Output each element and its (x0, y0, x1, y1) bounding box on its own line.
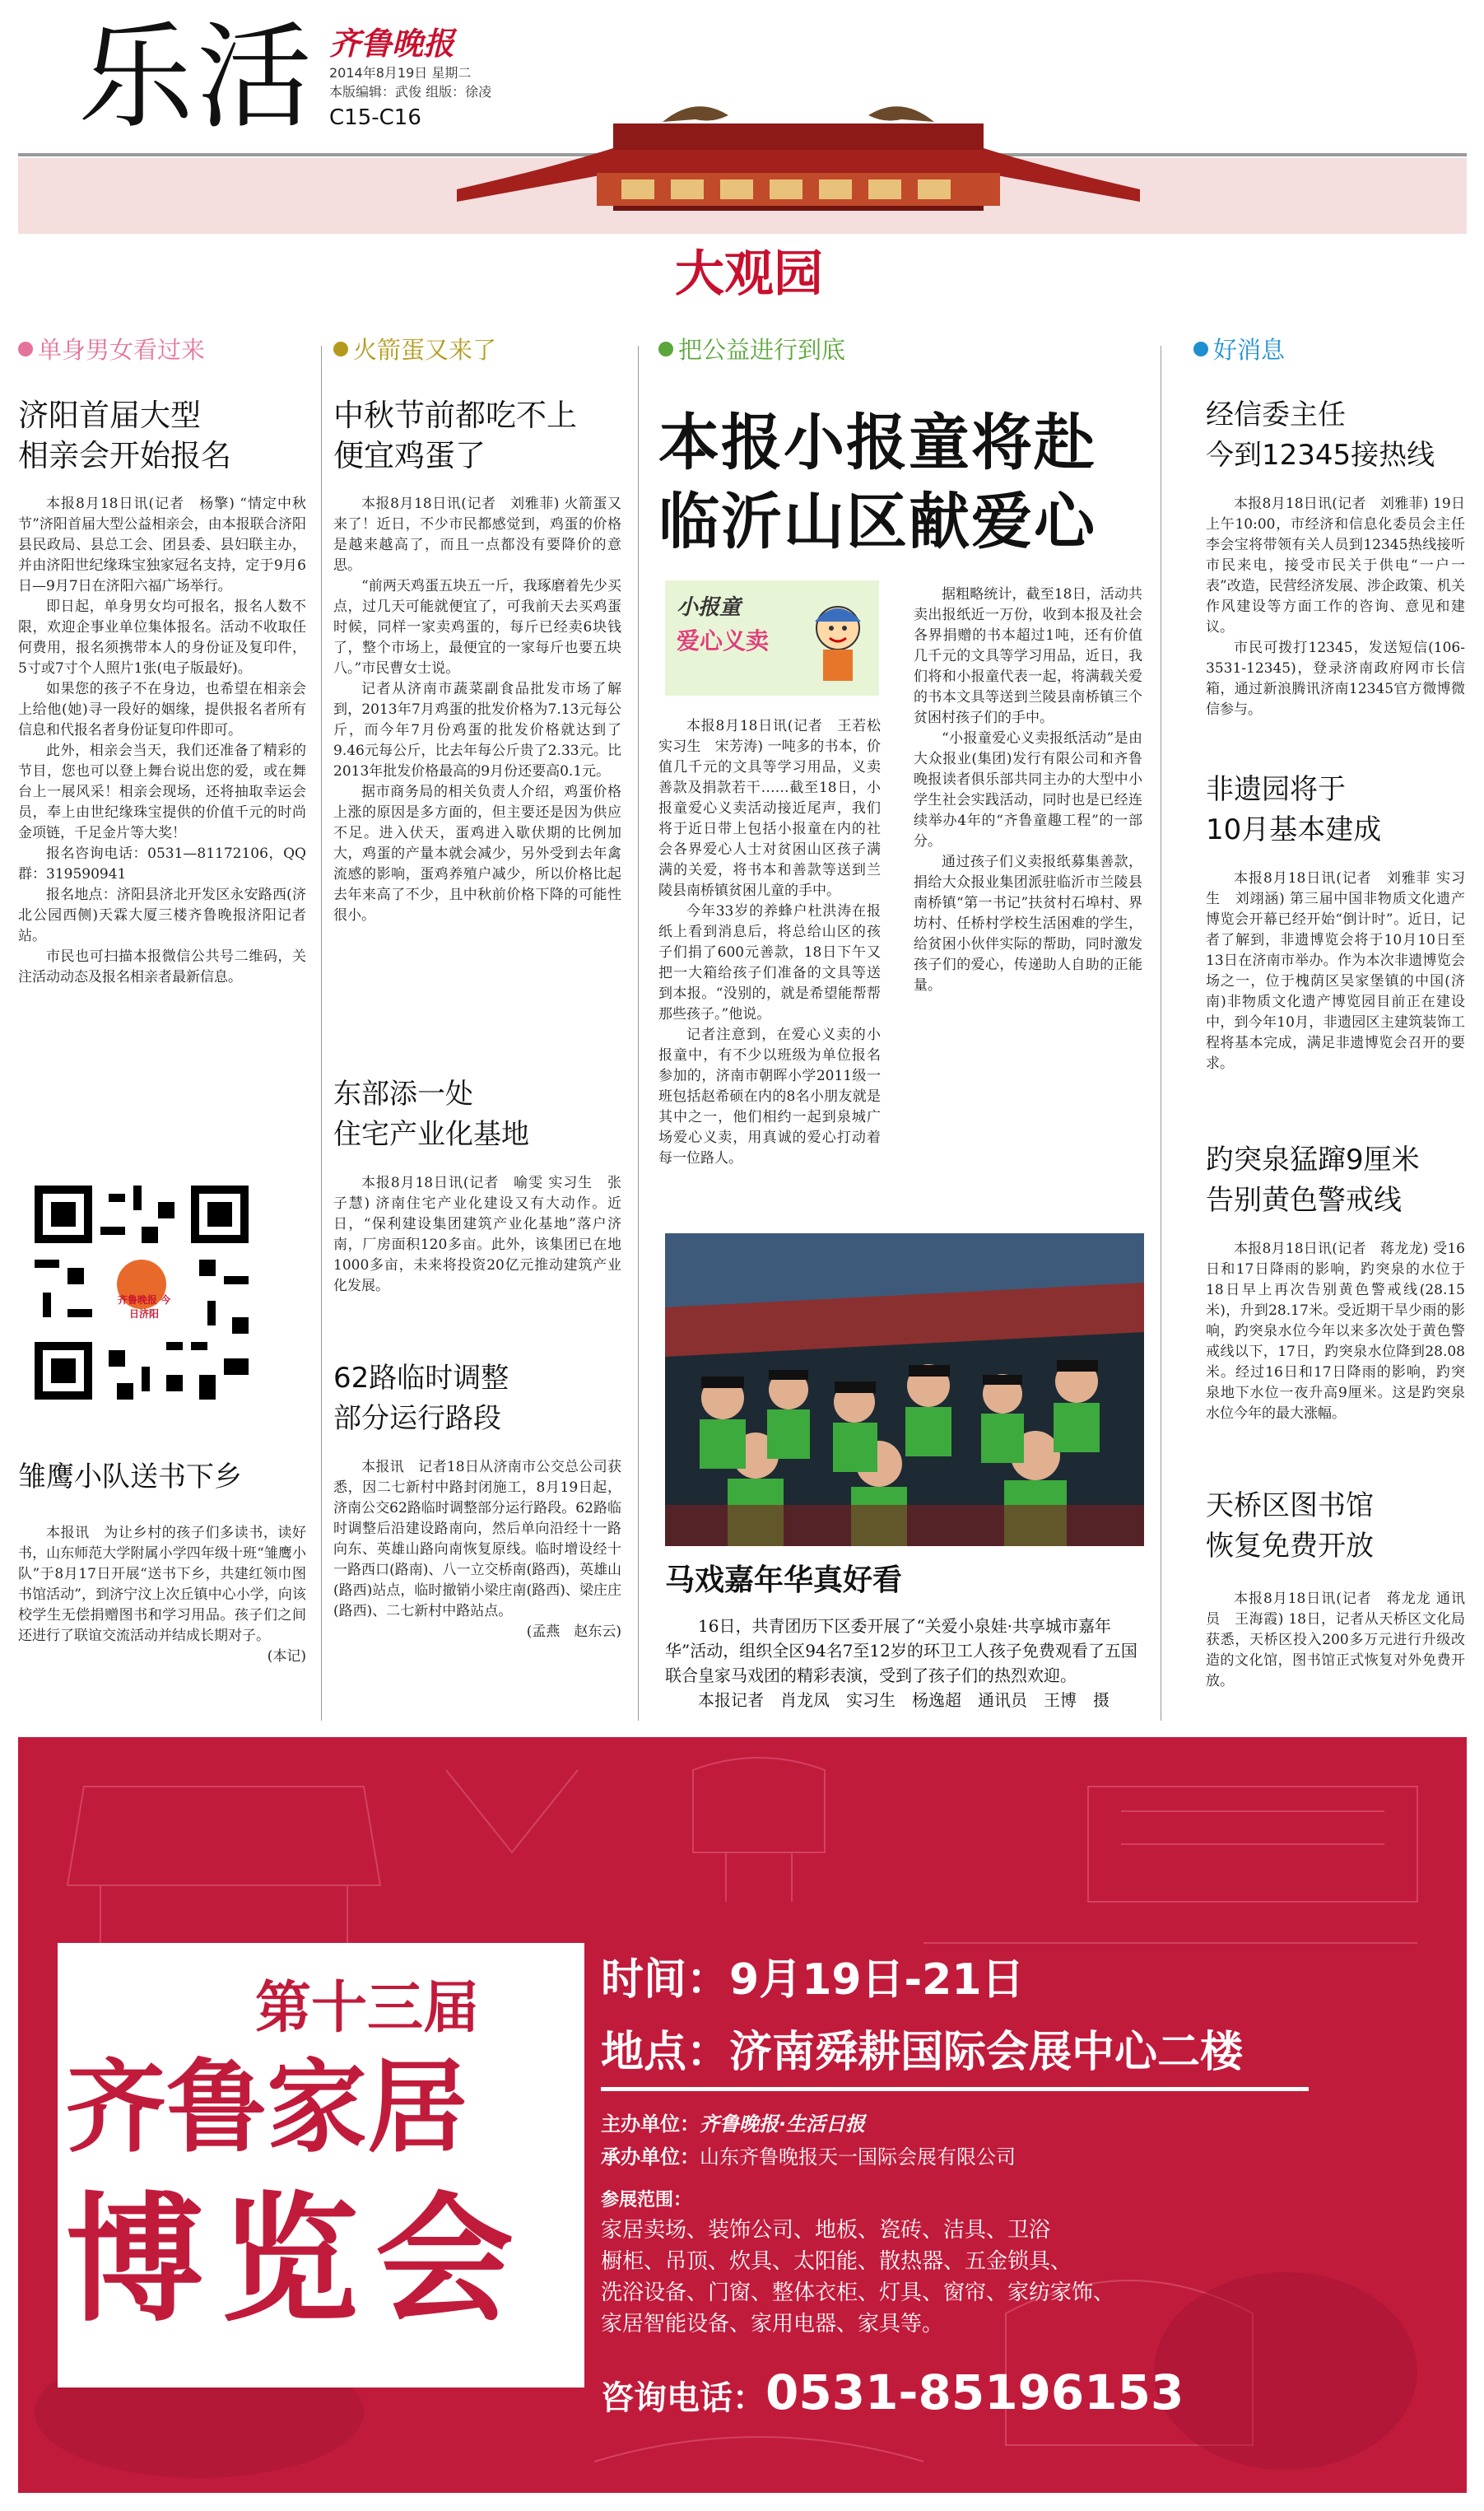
article-body-spring (1206, 1239, 1465, 1424)
paragraph: 记者注意到，在爱心义卖的小报童中，有不少以班级为单位报名参加的，济南市朝晖小学2011级一班包括赵希硕在内的8名小朋友就是其中之一，他们相约一起到泉城广场爱心义卖，用真诚的爱心打动着每一位路人。 (658, 1027, 881, 1167)
pavilion-roof-illustration (449, 91, 1148, 226)
paragraph: 报名咨询电话：0531—81172106，QQ群：319590941 (18, 846, 306, 883)
headline-eggs (333, 395, 621, 476)
tag-label: 火箭蛋又来了 (353, 336, 497, 364)
headline-line: 临沂山区献爱心 (658, 487, 1096, 557)
paragraph: 本报8月18日讯(记者 王若松 实习生 宋芳涛) 一吨多的书本，价值几千元的文具等学习用品，义卖善款及捐款若干……截至18日，小报童爱心义卖活动接近尾声，我们将于近日带上包括小报童在内的社会各界爱心人士对贫困山区孩子满满的关爱，将书本和善款等送到兰陵县南桥镇贫困儿童的手中。 (658, 718, 895, 899)
headline-line: 相亲会开始报名 (18, 438, 231, 473)
column-title: 大观园 (675, 245, 823, 303)
paragraph: 报名地点：济阳县济北开发区永安路西(济北公园西侧)天霖大厦三楼齐鲁晚报济阳记者站。 (18, 887, 306, 944)
article-body-hotline (1206, 494, 1465, 720)
scope-line: 洗浴设备、门窗、整体衣柜、灯具、窗帘、家纺家饰、 (601, 2280, 1115, 2305)
section-tag-col1 (18, 333, 205, 366)
scope-label: 参展范围： (601, 2190, 692, 2211)
photo-headline: 马戏嘉年华真好看 (665, 1563, 903, 1597)
paragraph: 本报8月18日讯(记者 喻雯 实习生 张子慧) 济南住宅产业化建设又有大动作。近日，“保利建设集团建筑产业化基地”落户济南，厂房面积120多亩。此外，该集团已在地1000多亩，未来将投资20亿元推动建筑产业化发展。 (333, 1175, 621, 1294)
circus-audience-photo (665, 1233, 1144, 1546)
byline: (本记) (267, 1648, 306, 1665)
scope-line: 家居智能设备、家用电器、家具等。 (601, 2312, 944, 2336)
headline-line: 便宜鸡蛋了 (333, 438, 486, 473)
host-value: 齐鲁晚报·生活日报 (700, 2113, 866, 2136)
article-body-housing (333, 1173, 621, 1297)
headline-line: 本报小报童将赴 (658, 408, 1096, 478)
expo-phone (601, 2364, 1184, 2420)
section-title: 乐活 (78, 11, 316, 145)
paragraph: “前两天鸡蛋五块五一斤，我琢磨着先少买点，过几天可能就便宜了，可我前天去买鸡蛋时候，同样一家卖鸡蛋的，每斤已经卖6块钱了，整个市场上，最便宜的一家每斤也要五块八。”市民曹女士说。 (333, 578, 621, 677)
byline: (孟燕 赵东云) (526, 1624, 621, 1640)
paragraph: 市民可拨打12345，发送短信(106-3531-12345)，登录济南政府网市长信箱，通过新浪腾讯济南12345官方微博微信参与。 (1206, 640, 1465, 718)
paragraph: 记者从济南市蔬菜副食品批发市场了解到，2013年7月鸡蛋的批发价格为7.13元每公斤，而今年7月份鸡蛋的批发价格就达到了9.46元每公斤，比去年每公斤贵了2.33元。比2013年批发价格最高的9月份还要高0.1元。 (333, 681, 621, 780)
paragraph: 本报8月18日讯(记者 刘雅菲 实习生 刘翊涵) 第三届中国非物质文化遗产博览会开幕已经开始“倒计时”。近日，记者了解到，非遗博览会将于10月10日至13日在济南市举办。作为本次非遗博览会场之一，位于槐荫区吴家堡镇的中国(济南)非物质文化遗产博览园目前正在建设中，到今年10月，非遗园区主建筑装饰工程将基本完成，满足非遗博览会召开的要求。 (1206, 870, 1465, 1072)
expo-place (601, 2017, 1243, 2079)
tag-label: 好消息 (1213, 336, 1286, 364)
headline-housing (333, 1074, 621, 1155)
paragraph: 通过孩子们义卖报纸募集善款，捐给大众报业集团派驻临沂市兰陵县南桥镇“第一书记”扶贫村石埠村、界坊村、任桥村学校生活困难的学生，给贫困小伙伴实际的帮助，同时激发孩子们的爱心，传递助人自助的正能量。 (914, 854, 1142, 994)
article-body-charity-a (658, 716, 895, 1169)
organizer-value: 山东齐鲁晚报天一国际会展有限公司 (700, 2145, 1016, 2169)
charity-logo (665, 580, 879, 696)
headline-heritage (1206, 770, 1469, 850)
paragraph: 市民也可扫描本报微信公共号二维码，关注活动动态及报名相亲者最新信息。 (18, 948, 306, 985)
place-label: 地点： (601, 2028, 730, 2077)
qr-label: 齐鲁晚报 今日济阳 (117, 1294, 171, 1320)
logo-text: 小报童 (677, 595, 742, 620)
expo-title-box (58, 1943, 584, 2388)
headline-library (1206, 1486, 1469, 1567)
organizer-label: 承办单位： (601, 2145, 700, 2169)
headline-bus (333, 1358, 621, 1439)
paper-logo: 齐鲁晚报 (329, 25, 455, 62)
date-line: 2014年8月19日 星期二 (329, 65, 472, 81)
editor-line: 本版编辑：武俊 组版：徐凌 (329, 84, 492, 100)
paragraph: 如果您的孩子不在身边，也希望在相亲会上给他(她)寻一段好的姻缘，提供报名者所有信息和代报名者身份证复印件即可。 (18, 681, 306, 738)
expo-title-line: 博览会 (66, 2179, 530, 2341)
expo-title-line: 齐鲁家居 (66, 2049, 468, 2166)
expo-organizer (601, 2141, 1016, 2169)
paragraph: 本报8月18日讯(记者 刘雅菲) 19日上午10:00，市经济和信息化委员会主任李会宝将带领有关人员到12345热线接听市民来电，接受市民关于供电“一户一表”改造，民营经济发展、涉企政策、机关作风建设等方面工作的咨询、意见和建议。 (1206, 496, 1465, 636)
time-label: 时间： (601, 1955, 730, 2005)
bullet-dot-icon (658, 342, 673, 356)
time-value: 9月19日-21日 (729, 1955, 1025, 2005)
home-expo-advertisement (18, 1737, 1467, 2493)
paragraph: 此外，相亲会当天，我们还准备了精彩的节目，您也可以登上舞台说出您的爱，或在舞台上一展风采！相亲会现场，还将抽取幸运会员，奉上由世纪缘珠宝提供的价值千元的时尚金项链，千足金片等大奖！ (18, 743, 306, 841)
paragraph: 据市商务局的相关负责人介绍，鸡蛋价格上涨的原因是多方面的，但主要还是因为供应不足。进入伏天，蛋鸡进入歇伏期的比例加大，鸡蛋的产量本就会减少，另外受到去年禽流感的影响，蛋鸡养殖户减少，所以价格比起去年来高了不少，且中秋前价格下降的可能性很小。 (333, 784, 621, 924)
article-body-bus (333, 1457, 621, 1642)
place-value: 济南舜耕国际会展中心二楼 (729, 2028, 1244, 2077)
page-numbers: C15-C16 (329, 105, 421, 130)
logo-text: 爱心义卖 (677, 627, 770, 655)
section-tag-col2 (333, 333, 496, 366)
paragraph: 本报8月18日讯(记者 杨擎) “情定中秋节”济阳首届大型公益相亲会，由本报联合济阳县民政局、县总工会、团县委、县妇联主办，并由济阳世纪缘珠宝独家冠名支持，定于9月6日—9月7日在济阳六福广场举行。 (18, 496, 306, 594)
headline-line: 62路临时调整 (333, 1362, 509, 1395)
expo-edition: 第十三届 (255, 1976, 480, 2041)
expo-time (601, 1945, 1025, 2006)
photo-credit: 本报记者 肖龙凤 实习生 杨逸超 通讯员 王博 摄 (698, 1690, 1110, 1710)
scope-line: 家居卖场、装饰公司、地板、瓷砖、洁具、卫浴 (601, 2218, 1051, 2243)
lead-headline (658, 403, 1152, 561)
article-body-matchmaking (18, 494, 306, 988)
section-tag-col3 (658, 333, 845, 366)
paragraph: 本报8月18日讯(记者 蒋龙龙) 受16日和17日降雨的影响，趵突泉的水位于18日早上再次告别黄色警戒线(28.15米)，升到28.17米。受近期干旱少雨的影响，趵突泉水位今年以来多次处于黄色警戒线以下，17日，趵突泉水位降到28.08米。经过16日和17日降雨的影响，趵突泉地下水位一夜升高9厘米。这是趵突泉水位今年的最大涨幅。 (1206, 1241, 1465, 1422)
article-body-eggs (333, 494, 621, 926)
paragraph: 本报讯 为让乡村的孩子们多读书，读好书，山东师范大学附属小学四年级十班“雏鹰小队”于8月17日开展“送书下乡，共建红领巾图书馆活动”，到济宁汶上次丘镇中心小学，向该校学生无偿捐赠图书和学习用品。孩子们之间还进行了联谊交流活动并结成长期对子。 (18, 1525, 306, 1644)
paragraph: 今年33岁的养蜂户杜洪涛在报纸上看到消息后，将总给山区的孩子们捐了600元善款，18日下午又把一大箱给孩子们准备的文具等送到本报。“没别的，就是希望能帮帮那些孩子。”他说。 (658, 903, 881, 1023)
headline-books: 雏鹰小队送书下乡 (18, 1460, 242, 1493)
paragraph: 本报8月18日讯(记者 刘雅菲) 火箭蛋又来了！近日，不少市民都感觉到，鸡蛋的价格是越来越高了，而且一点都没有要降价的意思。 (333, 496, 621, 574)
headline-matchmaking (18, 395, 306, 476)
headline-line: 部分运行路段 (333, 1402, 501, 1435)
headline-line: 济阳首届大型 (18, 398, 201, 433)
column-divider (638, 346, 639, 1721)
headline-line: 经信委主任 (1206, 398, 1346, 431)
paragraph: 即日起，单身男女均可报名，报名人数不限，欢迎企事业单位集体报名。活动不收取任何费用，报名须携带本人的身份证及复印件，5寸或7寸个人照片1张(电子版最好)。 (18, 599, 306, 677)
headline-hotline (1206, 395, 1469, 476)
newsboy-mascot-icon (805, 595, 871, 686)
tag-label: 把公益进行到底 (678, 336, 846, 364)
headline-line: 非遗园将于 (1206, 773, 1346, 806)
section-tag-col4 (1193, 333, 1285, 366)
column-divider (321, 346, 322, 1721)
expo-scope (601, 2215, 1114, 2340)
headline-line: 中秋节前都吃不上 (333, 398, 577, 433)
expo-host (601, 2108, 865, 2136)
headline-line: 告别黄色警戒线 (1206, 1184, 1402, 1217)
paragraph: 本报8月18日讯(记者 蒋龙龙 通讯员 王海霞) 18日，记者从天桥区文化局获悉，天桥区投入200多万元进行升级改造的文化馆，图书馆正式恢复对外免费开放。 (1206, 1591, 1465, 1689)
article-body-heritage (1206, 869, 1465, 1074)
headline-line: 天桥区图书馆 (1206, 1489, 1374, 1522)
tag-label: 单身男女看过来 (38, 336, 206, 364)
headline-line: 东部添一处 (333, 1078, 473, 1111)
article-body-books (18, 1523, 306, 1667)
phone-label: 咨询电话： (601, 2379, 765, 2417)
headline-line: 趵突泉猛蹿9厘米 (1206, 1144, 1420, 1176)
paragraph: 本报讯 记者18日从济南市公交总公司获悉，因二七新村中路封闭施工，8月19日起，济南公交62路临时调整部分运行路段。62路临时调整后沿建设路南向，然后单向沿经十一路向东、英雄山路向南恢复原线。临时增设经十一路西口(路南)、八一立交桥南(路西)，英雄山(路西)站点，临时撤销小梁庄南(路西)、梁庄庄(路西)、二七新村中路站点。 (333, 1459, 621, 1619)
headline-line: 恢复免费开放 (1206, 1530, 1374, 1563)
paragraph: 据粗略统计，截至18日，活动共卖出报纸近一万份，收到本报及社会各界捐赠的书本超过1吨，还有价值几千元的文具等学习用品，近日，我们将和小报童代表一起，将满载关爱的书本文具等送到兰陵县南桥镇三个贫困村孩子们的手中。 (914, 586, 1142, 726)
headline-line: 今到12345接热线 (1206, 439, 1435, 472)
paragraph: “小报童爱心义卖报纸活动”是由大众报业(集团)发行有限公司和齐鲁晚报读者俱乐部共同主办的大型中小学生社会实践活动，同时也是已经连续举办4年的“齐鲁童趣工程”的一部分。 (914, 730, 1142, 850)
caption-text: 16日，共青团历下区委开展了“关爱小泉娃·共享城市嘉年华”活动，组织全区94名7至12岁的环卫工人孩子免费观看了五国联合皇家马戏团的精彩表演，受到了孩子们的热烈欢迎。 (665, 1616, 1137, 1685)
article-body-library (1206, 1589, 1465, 1692)
bullet-dot-icon (333, 342, 348, 356)
host-label: 主办单位： (601, 2113, 700, 2136)
headline-spring (1206, 1140, 1469, 1221)
ad-divider (601, 2087, 1309, 2091)
scope-line: 橱柜、吊顶、炊具、太阳能、散热器、五金锁具、 (601, 2249, 1072, 2274)
phone-value: 0531-85196153 (765, 2364, 1184, 2420)
bullet-dot-icon (1193, 342, 1208, 356)
photo-caption (665, 1614, 1142, 1712)
headline-line: 10月基本建成 (1206, 813, 1382, 846)
headline-line: 住宅产业化基地 (333, 1118, 529, 1151)
bullet-dot-icon (18, 342, 33, 356)
article-body-charity-b (914, 585, 1142, 996)
